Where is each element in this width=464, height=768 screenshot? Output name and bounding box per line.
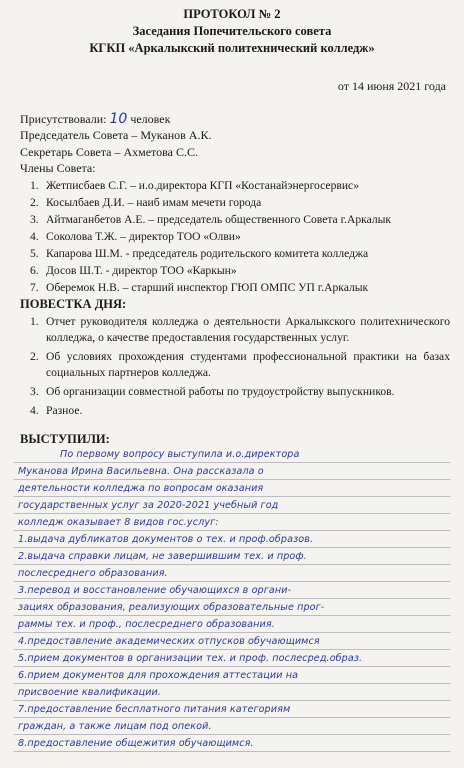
handwritten-line: По первому вопросу выступила и.о.директора [60, 449, 300, 460]
handwritten-line: 7.предоставление бесплатного питания категориям [18, 704, 291, 715]
handwritten-line: 1.выдача дубликатов документов о тех. и проф.образов. [18, 534, 314, 545]
handwritten-line: раммы тех. и проф., послесреднего образования. [18, 619, 275, 630]
attendance-unit: человек [130, 112, 171, 126]
handwritten-line: 4.предоставление академических отпусков обучающимся [18, 636, 320, 647]
agenda-list [30, 314, 450, 422]
ruled-line [14, 547, 450, 548]
handwritten-line: 6.прием документов для прохождения аттестации на [18, 670, 299, 681]
document-subtitle: Заседания Попечительского совета [132, 24, 332, 38]
member-item: 5. Капарова Ш.М. - председатель родительского комитета колледжа [30, 247, 369, 260]
member-item: 3. Айтмаганбетов А.Е. – председатель общественного Совета г.Аркалык [30, 213, 392, 226]
ruled-line [14, 530, 450, 531]
handwritten-line: 8.предоставление общежития обучающимся. [18, 738, 254, 749]
agenda-item: 1. Отчет руководителя колледжа о деятельности Аркалыкского политехнического колледжа, о качестве предоставления государственных услуг. [30, 315, 450, 344]
attendance-count: 10 [109, 111, 128, 127]
chairman-line: Председатель Совета – Муканов А.К. [20, 128, 212, 142]
attendance-line [20, 111, 170, 127]
ruled-line [14, 564, 450, 565]
handwritten-line: колледж оказывает 8 видов гос.услуг: [18, 517, 219, 528]
secretary-line: Секретарь Совета – Ахметова С.С. [20, 145, 198, 159]
ruled-line [14, 700, 450, 701]
member-item: 1. Жетписбаев С.Г. – и.о.директора КГП «Костанайэнергосервис» [30, 179, 359, 192]
member-item: 6. Досов Ш.Т. - директор ТОО «Каркын» [30, 264, 237, 277]
handwritten-line: граждан, а также лицам под опекой. [18, 721, 212, 732]
agenda-item: 2. Об условиях прохождения студентами профессиональной практики на базах социальных партнеров колледжа. [30, 350, 450, 379]
ruled-line [14, 581, 450, 582]
attendance-label: Присутствовали: [20, 112, 107, 126]
members-list [30, 177, 391, 296]
ruled-line [14, 632, 450, 633]
handwritten-line: государственных услуг за 2020-2021 учебный год [18, 500, 279, 511]
handwritten-line: 2.выдача справки лицам, не завершившим тех. и проф. [18, 551, 307, 562]
handwritten-line: деятельности колледжа по вопросам оказания [18, 483, 264, 494]
member-item: 2. Косылбаев Д.И. – наиб имам мечети города [30, 196, 262, 209]
ruled-line [14, 598, 450, 599]
ruled-line [14, 496, 450, 497]
ruled-line [14, 462, 450, 463]
agenda-heading: ПОВЕСТКА ДНЯ: [20, 297, 127, 311]
handwritten-line: 5.прием документов в организации тех. и проф. послесред.образ. [18, 653, 363, 664]
organization-name: КГКП «Аркалыкский политехнический колледж» [89, 41, 375, 55]
ruled-line [14, 683, 450, 684]
handwritten-line: 3.перевод и восстановление обучающихся в органи- [18, 585, 292, 596]
ruled-line [14, 734, 450, 735]
member-item: 7. Оберемок Н.В. – старший инспектор ГЮП ОМПС УП г.Аркалык [30, 281, 369, 294]
agenda-item: 4. Разное. [30, 404, 83, 417]
ruled-line [14, 513, 450, 514]
ruled-line [14, 751, 450, 752]
members-label: Члены Совета: [20, 161, 96, 175]
ruled-line [14, 717, 450, 718]
agenda-item: 3. Об организации совместной работы по трудоустройству выпускников. [30, 385, 395, 398]
ruled-line [14, 615, 450, 616]
protocol-date: от 14 июня 2021 года [337, 79, 446, 93]
ruled-line [14, 479, 450, 480]
speakers-heading: ВЫСТУПИЛИ: [20, 432, 110, 446]
ruled-line [14, 666, 450, 667]
handwritten-line: Муканова Ирина Васильевна. Она рассказала о [18, 466, 264, 477]
document-title: ПРОТОКОЛ № 2 [183, 7, 281, 21]
handwritten-line: послесреднего образования. [18, 568, 168, 579]
handwritten-line: зациях образования, реализующих образовательные прог- [18, 602, 325, 613]
ruled-line [14, 649, 450, 650]
handwritten-line: присвоение квалификации. [18, 687, 162, 698]
member-item: 4. Соколова Т.Ж. – директор ТОО «Олви» [30, 230, 241, 243]
